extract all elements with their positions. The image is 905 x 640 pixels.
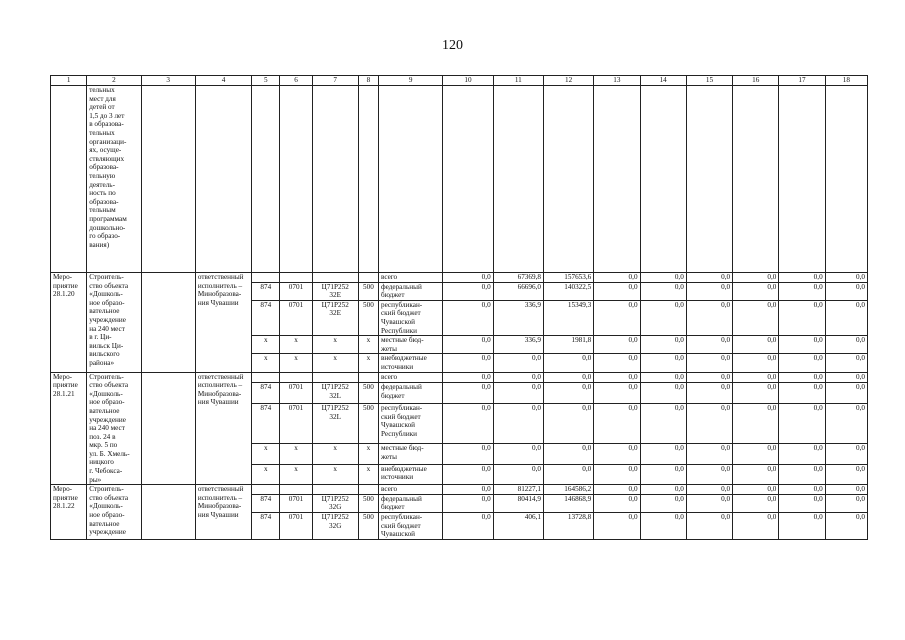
funding-source: федеральный бюджет [378, 494, 442, 512]
amount-cell: 0,0 [686, 354, 732, 372]
amount-cell: 0,0 [443, 513, 493, 540]
table-row [51, 273, 868, 283]
amount-cell: 0,0 [733, 513, 779, 540]
funding-source: внебюджетные источники [378, 464, 442, 485]
grbs-code: x [252, 336, 280, 354]
table-row [51, 372, 868, 383]
amount-cell: 0,0 [686, 273, 732, 283]
measure-executor: ответственный исполнитель – Минобразова- ния Чувашии [195, 485, 251, 540]
funding-source: местные бюд- жеты [378, 444, 442, 465]
target-article-code: Ц71P252 32E [312, 282, 358, 300]
table-cell [733, 86, 779, 273]
column-number: 2 [87, 76, 141, 86]
amount-cell: 0,0 [825, 494, 867, 512]
amount-cell: 0,0 [640, 513, 686, 540]
amount-cell: 0,0 [779, 494, 825, 512]
column-number: 13 [594, 76, 640, 86]
column-number: 10 [443, 76, 493, 86]
amount-cell: 13728,8 [543, 513, 593, 540]
measure-name: Меро- приятие 28.1.21 [51, 372, 87, 485]
amount-cell: 0,0 [493, 372, 543, 383]
expense-type-code: 500 [358, 383, 378, 404]
amount-cell: 0,0 [594, 300, 640, 335]
amount-cell: 0,0 [825, 513, 867, 540]
amount-cell: 0,0 [733, 403, 779, 443]
amount-cell: 0,0 [594, 485, 640, 495]
measure-object: Строитель- ство объекта «Дошколь- ное образо- вательное учреждение на 240 мест в г. Ци- вильск Ци- вильского района» [87, 273, 141, 373]
expense-type-code: x [358, 464, 378, 485]
table-cell [640, 86, 686, 273]
column-number: 9 [378, 76, 442, 86]
amount-cell: 0,0 [594, 513, 640, 540]
column-number: 17 [779, 76, 825, 86]
table-cell [594, 86, 640, 273]
expense-type-code: x [358, 354, 378, 372]
amount-cell: 0,0 [543, 372, 593, 383]
target-article-code: Ц71P252 32E [312, 300, 358, 335]
amount-cell: 0,0 [733, 282, 779, 300]
amount-cell: 0,0 [640, 300, 686, 335]
measure-object: Строитель- ство объекта «Дошколь- ное образо- вательное учреждение на 240 мест поз. 24 в мкр. 5 по ул. Б. Хмель- ницкого г. Чебокса- ры» [87, 372, 141, 485]
amount-cell: 0,0 [443, 485, 493, 495]
amount-cell: 0,0 [733, 300, 779, 335]
column-number: 18 [825, 76, 867, 86]
expense-type-code [358, 485, 378, 495]
amount-cell: 0,0 [779, 336, 825, 354]
amount-cell: 80414,9 [493, 494, 543, 512]
amount-cell: 0,0 [825, 273, 867, 283]
amount-cell: 146868,9 [543, 494, 593, 512]
carry-over-object-text: тельных мест для детей от 1,5 до 3 лет в образова- тельных организаци- ях, осуще- ствляющих образова- тельную деятель- ность по образова- тельным программам дошкольно- го образо- вания) [87, 86, 141, 273]
amount-cell: 0,0 [733, 383, 779, 404]
section-code: 0701 [280, 282, 312, 300]
amount-cell: 0,0 [825, 372, 867, 383]
section-code: x [280, 464, 312, 485]
amount-cell: 0,0 [543, 403, 593, 443]
amount-cell: 0,0 [443, 464, 493, 485]
amount-cell: 164586,2 [543, 485, 593, 495]
amount-cell: 0,0 [443, 372, 493, 383]
amount-cell: 0,0 [640, 372, 686, 383]
expense-type-code: 500 [358, 300, 378, 335]
amount-cell: 0,0 [493, 444, 543, 465]
amount-cell: 66696,0 [493, 282, 543, 300]
carry-over-row [51, 86, 868, 273]
amount-cell: 0,0 [443, 336, 493, 354]
amount-cell: 0,0 [493, 383, 543, 404]
section-code: 0701 [280, 403, 312, 443]
amount-cell: 0,0 [779, 383, 825, 404]
column-number: 12 [543, 76, 593, 86]
target-article-code: Ц71P252 32G [312, 494, 358, 512]
column-number: 6 [280, 76, 312, 86]
funding-source: федеральный бюджет [378, 282, 442, 300]
amount-cell: 0,0 [686, 444, 732, 465]
amount-cell: 0,0 [443, 494, 493, 512]
amount-cell: 0,0 [686, 403, 732, 443]
page-number: 120 [442, 38, 463, 53]
expense-type-code [358, 372, 378, 383]
amount-cell: 0,0 [594, 403, 640, 443]
amount-cell: 0,0 [640, 336, 686, 354]
column-number-row [51, 76, 868, 86]
measure-name: Меро- приятие 28.1.22 [51, 485, 87, 540]
column-number: 16 [733, 76, 779, 86]
amount-cell: 0,0 [779, 282, 825, 300]
amount-cell: 0,0 [779, 372, 825, 383]
column-number: 4 [195, 76, 251, 86]
funding-source: федеральный бюджет [378, 383, 442, 404]
amount-cell: 0,0 [443, 383, 493, 404]
target-article-code [312, 372, 358, 383]
amount-cell: 0,0 [443, 354, 493, 372]
amount-cell: 0,0 [594, 354, 640, 372]
table-cell [252, 86, 280, 273]
column-number: 15 [686, 76, 732, 86]
target-article-code: x [312, 464, 358, 485]
amount-cell: 0,0 [640, 354, 686, 372]
amount-cell: 0,0 [686, 300, 732, 335]
amount-cell: 140322,5 [543, 282, 593, 300]
table-cell [280, 86, 312, 273]
amount-cell: 0,0 [594, 444, 640, 465]
target-article-code: Ц71P252 32L [312, 383, 358, 404]
amount-cell: 0,0 [825, 403, 867, 443]
amount-cell: 0,0 [443, 403, 493, 443]
amount-cell: 336,9 [493, 336, 543, 354]
target-article-code [312, 485, 358, 495]
funding-source: республикан- ский бюджет Чувашской [378, 513, 442, 540]
funding-source: всего [378, 273, 442, 283]
amount-cell: 0,0 [825, 282, 867, 300]
funding-source: всего [378, 485, 442, 495]
grbs-code [252, 372, 280, 383]
measure-name: Меро- приятие 28.1.20 [51, 273, 87, 373]
expense-type-code: x [358, 444, 378, 465]
amount-cell: 0,0 [686, 383, 732, 404]
grbs-code: x [252, 464, 280, 485]
grbs-code: 874 [252, 282, 280, 300]
amount-cell: 0,0 [779, 273, 825, 283]
table-cell [51, 86, 87, 273]
table-cell [443, 86, 493, 273]
amount-cell: 0,0 [640, 494, 686, 512]
grbs-code: 874 [252, 403, 280, 443]
amount-cell: 0,0 [825, 300, 867, 335]
column-number: 11 [493, 76, 543, 86]
amount-cell: 0,0 [733, 354, 779, 372]
amount-cell: 0,0 [640, 403, 686, 443]
table-cell [141, 485, 195, 540]
column-number: 14 [640, 76, 686, 86]
table-cell [141, 372, 195, 485]
grbs-code: x [252, 444, 280, 465]
amount-cell: 0,0 [779, 485, 825, 495]
table-cell [543, 86, 593, 273]
section-code [280, 273, 312, 283]
amount-cell: 0,0 [733, 372, 779, 383]
section-code [280, 485, 312, 495]
target-article-code [312, 273, 358, 283]
table-cell [358, 86, 378, 273]
amount-cell: 0,0 [825, 336, 867, 354]
amount-cell: 0,0 [686, 282, 732, 300]
amount-cell: 0,0 [543, 444, 593, 465]
target-article-code: x [312, 444, 358, 465]
amount-cell: 0,0 [825, 383, 867, 404]
amount-cell: 0,0 [594, 383, 640, 404]
expense-type-code: x [358, 336, 378, 354]
amount-cell: 0,0 [543, 354, 593, 372]
amount-cell: 0,0 [640, 273, 686, 283]
amount-cell: 0,0 [733, 464, 779, 485]
table-cell [195, 86, 251, 273]
measure-executor: ответственный исполнитель – Минобразова- ния Чувашии [195, 372, 251, 485]
amount-cell: 0,0 [493, 464, 543, 485]
amount-cell: 67369,8 [493, 273, 543, 283]
table-cell [141, 86, 195, 273]
amount-cell: 0,0 [640, 485, 686, 495]
amount-cell: 0,0 [686, 485, 732, 495]
amount-cell: 0,0 [443, 282, 493, 300]
amount-cell: 81227,1 [493, 485, 543, 495]
target-article-code: Ц71P252 32G [312, 513, 358, 540]
target-article-code: Ц71P252 32L [312, 403, 358, 443]
amount-cell: 0,0 [543, 383, 593, 404]
table-cell [493, 86, 543, 273]
funding-source: внебюджетные источники [378, 354, 442, 372]
amount-cell: 0,0 [825, 464, 867, 485]
column-number: 3 [141, 76, 195, 86]
amount-cell: 0,0 [640, 464, 686, 485]
measure-object: Строитель- ство объекта «Дошколь- ное образо- вательное учреждение [87, 485, 141, 540]
funding-source: всего [378, 372, 442, 383]
amount-cell: 0,0 [594, 273, 640, 283]
amount-cell: 406,1 [493, 513, 543, 540]
grbs-code: 874 [252, 513, 280, 540]
funding-source: республикан- ский бюджет Чувашской Республики [378, 300, 442, 335]
amount-cell: 0,0 [686, 336, 732, 354]
amount-cell: 0,0 [686, 372, 732, 383]
amount-cell: 0,0 [594, 372, 640, 383]
amount-cell: 0,0 [825, 444, 867, 465]
amount-cell: 0,0 [443, 273, 493, 283]
amount-cell: 0,0 [733, 494, 779, 512]
column-number: 5 [252, 76, 280, 86]
amount-cell: 0,0 [493, 354, 543, 372]
amount-cell: 0,0 [825, 485, 867, 495]
column-number: 1 [51, 76, 87, 86]
amount-cell: 0,0 [733, 273, 779, 283]
expense-type-code: 500 [358, 494, 378, 512]
amount-cell: 0,0 [779, 403, 825, 443]
amount-cell: 0,0 [779, 513, 825, 540]
measure-executor: ответственный исполнитель – Минобразова- ния Чувашии [195, 273, 251, 373]
section-code [280, 372, 312, 383]
funding-source: местные бюд- жеты [378, 336, 442, 354]
grbs-code: 874 [252, 494, 280, 512]
table-cell [825, 86, 867, 273]
section-code: 0701 [280, 494, 312, 512]
table-cell [378, 86, 442, 273]
section-code: 0701 [280, 383, 312, 404]
table-row [51, 485, 868, 495]
amount-cell: 0,0 [543, 464, 593, 485]
target-article-code: x [312, 336, 358, 354]
grbs-code: x [252, 354, 280, 372]
amount-cell: 0,0 [779, 354, 825, 372]
section-code: 0701 [280, 513, 312, 540]
funding-source: республикан- ский бюджет Чувашской Республики [378, 403, 442, 443]
amount-cell: 0,0 [594, 464, 640, 485]
amount-cell: 157653,6 [543, 273, 593, 283]
amount-cell: 0,0 [686, 464, 732, 485]
amount-cell: 1981,8 [543, 336, 593, 354]
expense-type-code [358, 273, 378, 283]
amount-cell: 0,0 [594, 494, 640, 512]
amount-cell: 0,0 [640, 383, 686, 404]
expense-type-code: 500 [358, 513, 378, 540]
table-cell [312, 86, 358, 273]
grbs-code: 874 [252, 383, 280, 404]
section-code: x [280, 336, 312, 354]
target-article-code: x [312, 354, 358, 372]
budget-table [50, 75, 868, 540]
amount-cell: 0,0 [779, 464, 825, 485]
table-cell [686, 86, 732, 273]
grbs-code [252, 273, 280, 283]
section-code: 0701 [280, 300, 312, 335]
amount-cell: 0,0 [443, 444, 493, 465]
amount-cell: 0,0 [493, 403, 543, 443]
grbs-code: 874 [252, 300, 280, 335]
column-number: 8 [358, 76, 378, 86]
table-cell [141, 273, 195, 373]
amount-cell: 0,0 [594, 282, 640, 300]
amount-cell: 0,0 [443, 300, 493, 335]
column-number: 7 [312, 76, 358, 86]
expense-type-code: 500 [358, 282, 378, 300]
amount-cell: 0,0 [733, 336, 779, 354]
amount-cell: 0,0 [825, 354, 867, 372]
amount-cell: 0,0 [594, 336, 640, 354]
section-code: x [280, 444, 312, 465]
amount-cell: 0,0 [779, 300, 825, 335]
amount-cell: 0,0 [733, 485, 779, 495]
grbs-code [252, 485, 280, 495]
table-cell [779, 86, 825, 273]
amount-cell: 0,0 [640, 282, 686, 300]
amount-cell: 0,0 [686, 513, 732, 540]
amount-cell: 0,0 [686, 494, 732, 512]
amount-cell: 0,0 [733, 444, 779, 465]
expense-type-code: 500 [358, 403, 378, 443]
amount-cell: 336,9 [493, 300, 543, 335]
amount-cell: 15349,3 [543, 300, 593, 335]
amount-cell: 0,0 [779, 444, 825, 465]
section-code: x [280, 354, 312, 372]
amount-cell: 0,0 [640, 444, 686, 465]
